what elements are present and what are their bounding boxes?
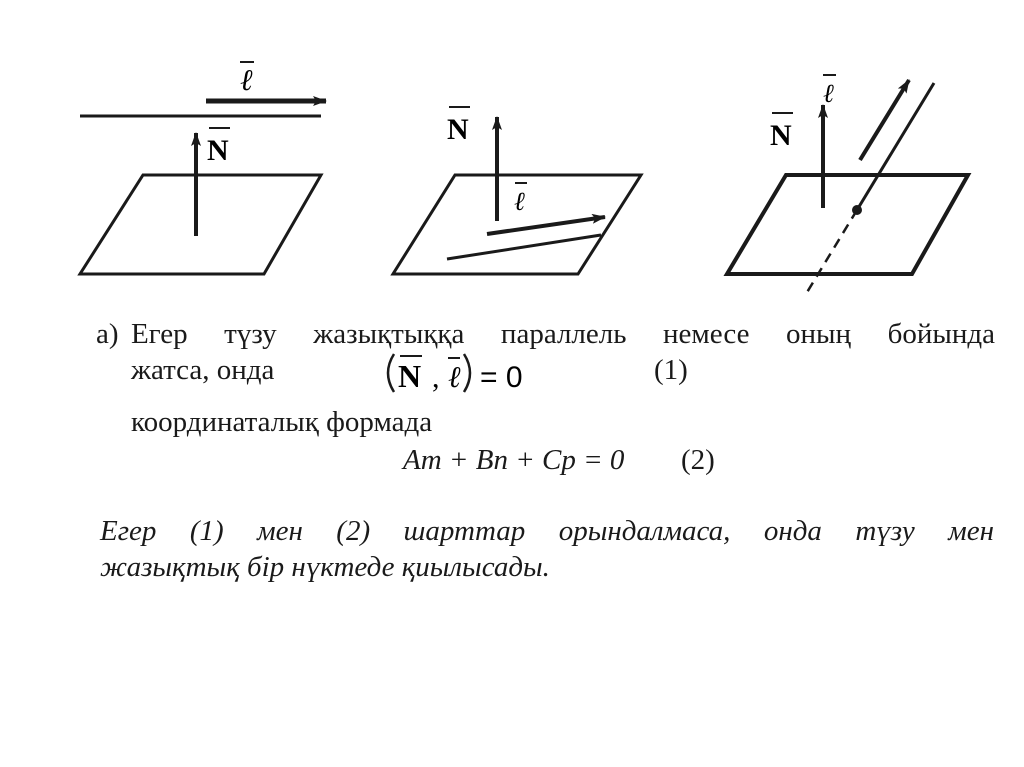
item-a-line2: жатса, онда	[131, 354, 275, 386]
formula-1-N: N	[398, 358, 422, 394]
figure-line-in-plane	[393, 107, 641, 274]
plane-1	[80, 175, 321, 274]
formula-1-l: ℓ	[448, 361, 461, 394]
eq1-number: (1)	[654, 354, 688, 386]
figure-line-intersects-plane	[727, 75, 968, 294]
line-l-3-hidden	[806, 210, 857, 294]
eq2-number: (2)	[681, 444, 715, 476]
formula-1	[380, 350, 550, 394]
formula-1-comma: ,	[432, 361, 440, 394]
label-N-1: N	[207, 134, 229, 167]
formula-1-svg	[380, 350, 550, 396]
item-marker: а)	[96, 318, 119, 350]
label-l-1: ℓ	[240, 64, 253, 97]
formula-1-rparen	[464, 354, 470, 392]
label-l-2: ℓ	[514, 187, 525, 216]
formula-1-lparen	[388, 354, 394, 392]
figure-parallel-line	[80, 62, 326, 274]
label-l-3: ℓ	[823, 79, 834, 108]
conclusion-line2: жазықтық бір нүктеде қиылысады.	[100, 551, 550, 583]
vector-l-arrow-2	[487, 217, 605, 234]
label-N-3: N	[770, 119, 792, 152]
intersection-point	[852, 205, 862, 215]
conclusion-line1: Егер (1) мен (2) шарттар орындалмаса, онда түзу мен	[100, 515, 994, 547]
label-N-2: N	[447, 113, 469, 146]
vector-l-arrow-3	[860, 80, 909, 160]
item-a-line3: координаталық формада	[131, 406, 433, 438]
formula-1-rhs: = 0	[480, 361, 523, 394]
line-l-2	[447, 235, 601, 259]
item-a-line1: Егер түзу жазықтыққа параллель немесе оның бойында	[131, 318, 995, 350]
eq2-formula: Am + Bn + Cp = 0	[403, 444, 625, 476]
